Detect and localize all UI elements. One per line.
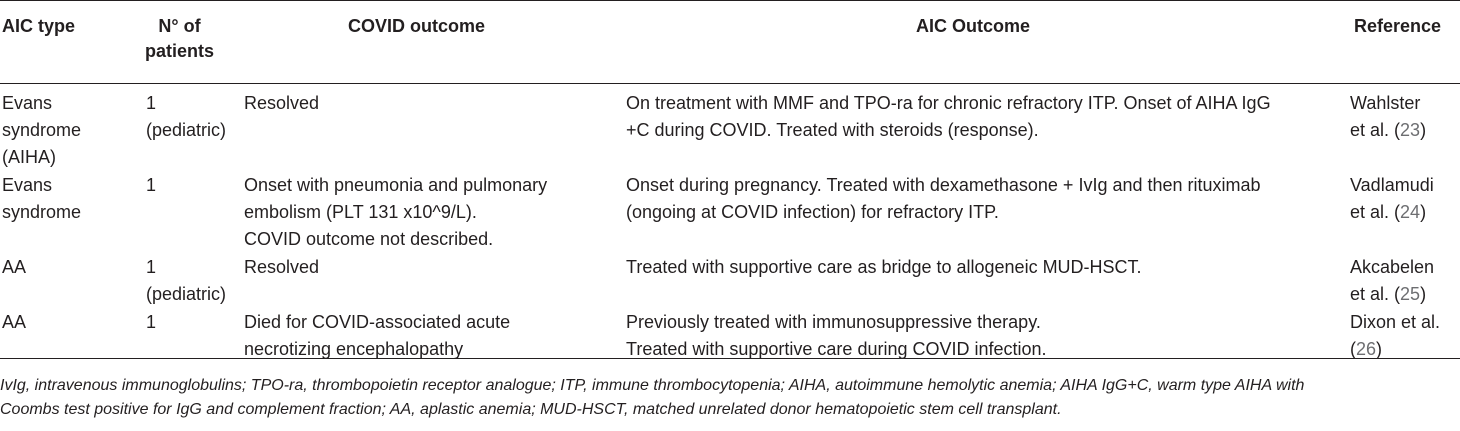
cell-line: 1 bbox=[146, 257, 157, 277]
table-row-3-aic-outcome bbox=[626, 254, 1142, 281]
table-row-1-aic-type bbox=[2, 90, 81, 171]
table-row-1-n-patients bbox=[146, 90, 226, 144]
table-row-2-covid-outcome bbox=[244, 172, 547, 253]
table-row-3-covid-outcome bbox=[244, 254, 319, 281]
cell-line: Onset with pneumonia and pulmonary bbox=[244, 175, 548, 195]
cell-line: Evans bbox=[2, 175, 53, 195]
header-aic-type: AIC type bbox=[2, 16, 76, 36]
reference-prefix: et al. ( bbox=[1350, 120, 1401, 140]
header-aic-outcome: AIC Outcome bbox=[916, 16, 1031, 36]
reference-suffix: ) bbox=[1420, 202, 1427, 222]
table-row-3-aic-type bbox=[2, 254, 26, 281]
footnote-line: IvIg, intravenous immunoglobulins; TPO-ra, thrombopoietin receptor analogue; ITP, immune thrombocytopenia; AIHA, autoimmune hemolytic anemia; AIHA IgG+C, warm type AIHA with bbox=[0, 377, 1305, 394]
cell-line: 1 bbox=[146, 312, 157, 332]
cell-line: Treated with supportive care as bridge to allogeneic MUD-HSCT. bbox=[626, 257, 1142, 277]
table-row-2-aic-type bbox=[2, 172, 81, 226]
cell-line: 1 bbox=[146, 93, 157, 113]
cell-line bbox=[1350, 117, 1426, 144]
table-footnote bbox=[0, 374, 1456, 422]
reference-prefix: ( bbox=[1350, 339, 1356, 359]
table-row-2-n-patients bbox=[146, 172, 156, 199]
table-row-1-aic-outcome bbox=[626, 90, 1271, 144]
cell-line: AA bbox=[2, 312, 27, 332]
table-row-1-reference bbox=[1350, 90, 1426, 144]
header-n-patients bbox=[132, 14, 227, 64]
table-row-4-covid-outcome bbox=[244, 309, 510, 363]
cell-line: Resolved bbox=[244, 257, 320, 277]
cell-line: Onset during pregnancy. Treated with dexamethasone + IvIg and then rituximab bbox=[626, 175, 1261, 195]
table-row-4-aic-type bbox=[2, 309, 26, 336]
cell-line: Dixon et al. bbox=[1350, 312, 1441, 332]
cell-line: (AIHA) bbox=[2, 147, 56, 167]
reference-link[interactable]: 24 bbox=[1400, 202, 1421, 222]
table-row-2-aic-outcome bbox=[626, 172, 1261, 226]
cell-line: On treatment with MMF and TPO-ra for chronic refractory ITP. Onset of AIHA IgG bbox=[626, 93, 1271, 113]
table-top-rule bbox=[0, 0, 1460, 1]
header-covid-outcome: COVID outcome bbox=[348, 16, 486, 36]
reference-suffix: ) bbox=[1376, 339, 1383, 359]
cell-line: AA bbox=[2, 257, 27, 277]
table-row-4-reference bbox=[1350, 309, 1440, 363]
cell-line: syndrome bbox=[2, 120, 82, 140]
reference-link[interactable]: 23 bbox=[1400, 120, 1421, 140]
reference-link[interactable]: 25 bbox=[1400, 284, 1421, 304]
cell-line: +C during COVID. Treated with steroids (response). bbox=[626, 120, 1039, 140]
table-row-2-reference bbox=[1350, 172, 1434, 226]
cell-line: Wahlster bbox=[1350, 93, 1421, 113]
cell-line: Akcabelen bbox=[1350, 257, 1435, 277]
reference-suffix: ) bbox=[1420, 120, 1427, 140]
table-row-3-n-patients bbox=[146, 254, 226, 308]
cell-line: (pediatric) bbox=[146, 120, 227, 140]
reference-prefix: et al. ( bbox=[1350, 202, 1401, 222]
table-bottom-rule bbox=[0, 358, 1460, 359]
cell-line bbox=[1350, 199, 1434, 226]
cell-line: embolism (PLT 131 x10^9/L). bbox=[244, 202, 477, 222]
reference-suffix: ) bbox=[1420, 284, 1427, 304]
cell-line bbox=[1350, 281, 1434, 308]
header-reference: Reference bbox=[1354, 16, 1442, 36]
table-row-3-reference bbox=[1350, 254, 1434, 308]
cell-line: (ongoing at COVID infection) for refractory ITP. bbox=[626, 202, 999, 222]
cell-line: Resolved bbox=[244, 93, 320, 113]
cell-line: COVID outcome not described. bbox=[244, 229, 494, 249]
table-header-rule bbox=[0, 83, 1460, 84]
table-row-1-covid-outcome bbox=[244, 90, 319, 117]
header-n-patients-line1: N° of bbox=[158, 16, 201, 36]
cell-line: 1 bbox=[146, 175, 157, 195]
table-row-4-n-patients bbox=[146, 309, 156, 336]
reference-prefix: et al. ( bbox=[1350, 284, 1401, 304]
cell-line: Died for COVID-associated acute bbox=[244, 312, 511, 332]
table-row-4-aic-outcome bbox=[626, 309, 1047, 363]
cell-line: (pediatric) bbox=[146, 284, 227, 304]
reference-link[interactable]: 26 bbox=[1356, 339, 1377, 359]
cell-line: Vadlamudi bbox=[1350, 175, 1434, 195]
cell-line: syndrome bbox=[2, 202, 82, 222]
cell-line: Evans bbox=[2, 93, 53, 113]
header-n-patients-line2: patients bbox=[144, 41, 214, 61]
cell-line: Previously treated with immunosuppressive therapy. bbox=[626, 312, 1041, 332]
cell-line: necrotizing encephalopathy bbox=[244, 339, 464, 359]
footnote-line: Coombs test positive for IgG and complement fraction; AA, aplastic anemia; MUD-HSCT, matched unrelated donor hematopoietic stem cell transplant. bbox=[0, 401, 1062, 418]
cell-line: Treated with supportive care during COVID infection. bbox=[626, 339, 1047, 359]
